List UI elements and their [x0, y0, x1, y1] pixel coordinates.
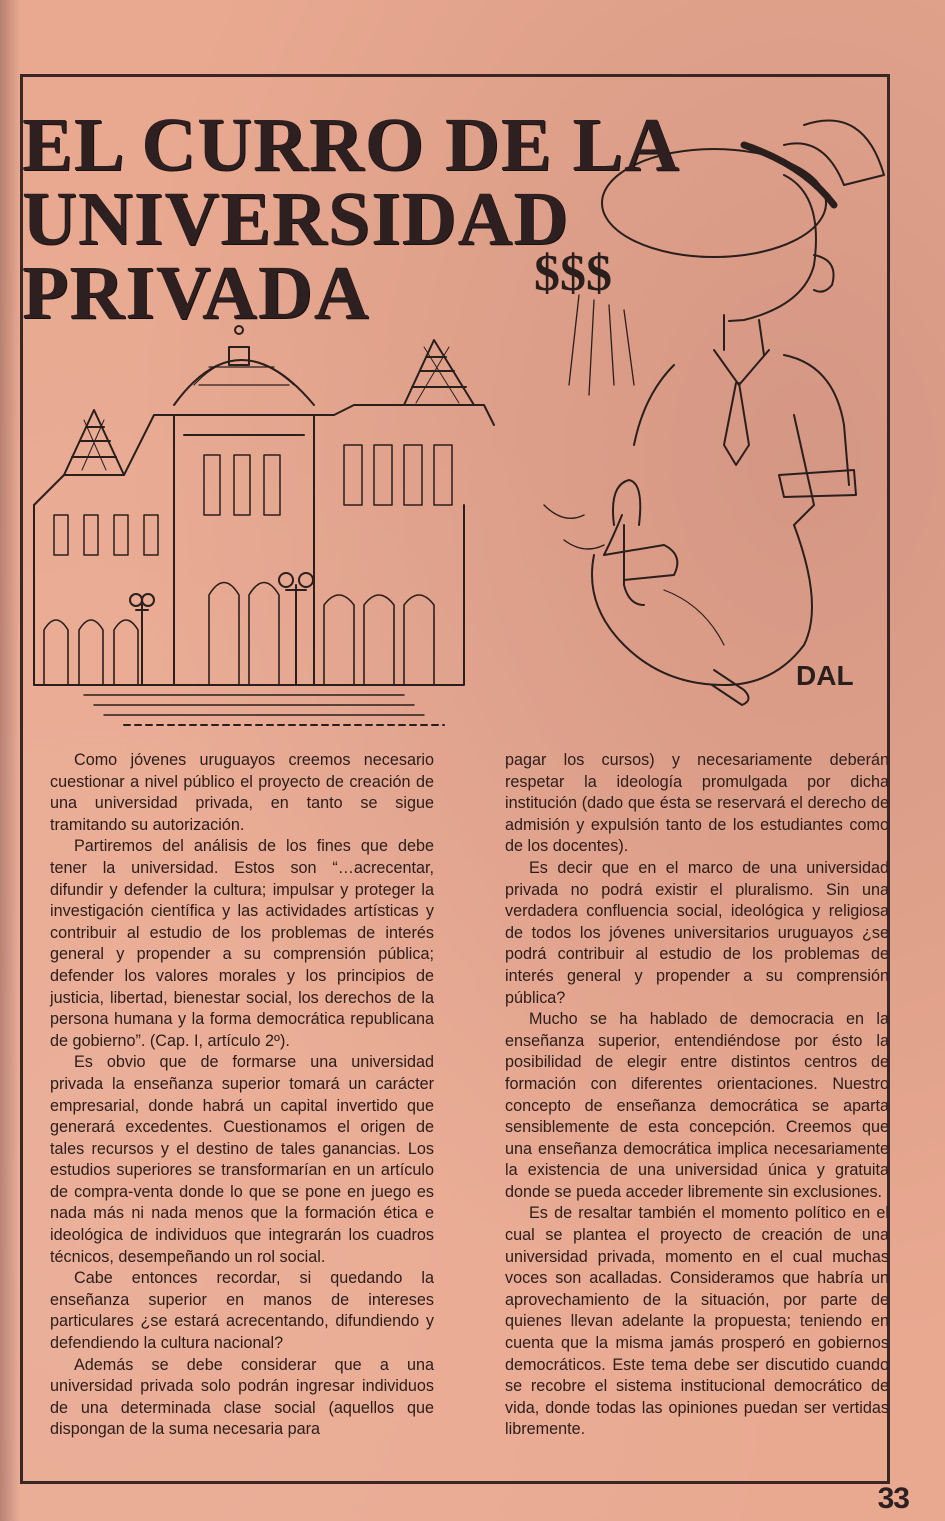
title-line-3: PRIVADA: [22, 251, 370, 335]
title-line-2: UNIVERSIDAD: [22, 177, 570, 261]
paragraph: Partiremos del análisis de los fines que debe tener la universidad. Estos son “…acrecentar, difundir y defender la cultura; impulsar y proteger la investigación científica y las actividades artísticas y contribuir al estudio de los problemas de interés general y propender a su comprensión pública; defender los valores morales y los principios de justicia, libertad, bienestar social, los derechos de la persona humana y la forma democrática republicana de gobierno”. (Cap. I, artículo 2º).: [50, 837, 434, 1050]
article-title: [22, 103, 680, 335]
money-symbols: $$$: [534, 245, 612, 302]
paragraph: pagar los cursos) y necesariamente deberán respetar la ideología promulgada por dicha institución (dado que ésta se reservará el derecho de admisión y expulsión tanto de los estudiantes como de los docentes).: [505, 751, 889, 856]
right-text-column: [505, 750, 889, 1441]
paragraph: Es obvio que de formarse una universidad privada la enseñanza superior tomará un carácter empresarial, donde habrá un capital invertido que generará excedentes. Cuestionamos el origen de tales recursos y el destino de tales ganancias. Los estudios superiores se transformarían en un artículo de compra-venta donde lo que se pone en juego es nada más ni nada menos que la formación ética e ideológica de individuos que integrarán los cuadros técnicos, desempeñando un rol social.: [50, 1053, 434, 1266]
paragraph: Cabe entonces recordar, si quedando la enseñanza superior en manos de intereses particulares ¿se estará acrecentando, difundiendo y defendiendo la cultura nacional?: [50, 1269, 434, 1353]
artist-signature: DAL: [796, 660, 854, 691]
title-line-1: EL CURRO DE LA: [22, 103, 680, 187]
left-text-column: [50, 750, 434, 1441]
paragraph: Como jóvenes uruguayos creemos necesario cuestionar a nivel público el proyecto de creación de una universidad privada, en tanto se sigue tramitando su autorización.: [50, 751, 434, 834]
paragraph: Es de resaltar también el momento político en el cual se plantea el proyecto de creación de una universidad privada, momento en el cual muchas voces son acalladas. Consideramos que habría un aprovechamiento de la situación, por parte de quienes llevan adelante la propuesta; teniendo en cuenta que la misma jamás prosperó en gobiernos democráticos. Este tema debe ser discutido cuando se recobre el sistema institucional democrático de vida, donde todas las opiniones puedan ser vertidas libremente.: [505, 1204, 889, 1439]
paragraph: Mucho se ha hablado de democracia en la enseñanza superior, entendiéndose por ésto la posibilidad de elegir entre distintos centros de formación con diferentes orientaciones. Nuestro concepto de enseñanza democrática se aparta sensiblemente de esta concepción. Creemos que una enseñanza democrática implica necesariamente la existencia de una universidad única y gratuita donde se pueda acceder libremente sin exclusiones.: [505, 1010, 889, 1201]
paragraph: Además se debe considerar que a una universidad privada solo podrán ingresar individuos de una determinada clase social (aquellos que dispongan de la suma necesaria para: [50, 1355, 434, 1439]
binding-shadow: [0, 0, 20, 1521]
page-number: 33: [877, 1482, 909, 1515]
university-building-drawing: [34, 326, 494, 725]
paragraph: Es decir que en el marco de una universidad privada no podrá existir el pluralismo. Sin una verdadera confluencia social, ideológica y religiosa de todos los jóvenes universitarios uruguayos ¿se podrá contribuir al estudio de los problemas de interés general y propender a su comprensión pública?: [505, 858, 889, 1007]
